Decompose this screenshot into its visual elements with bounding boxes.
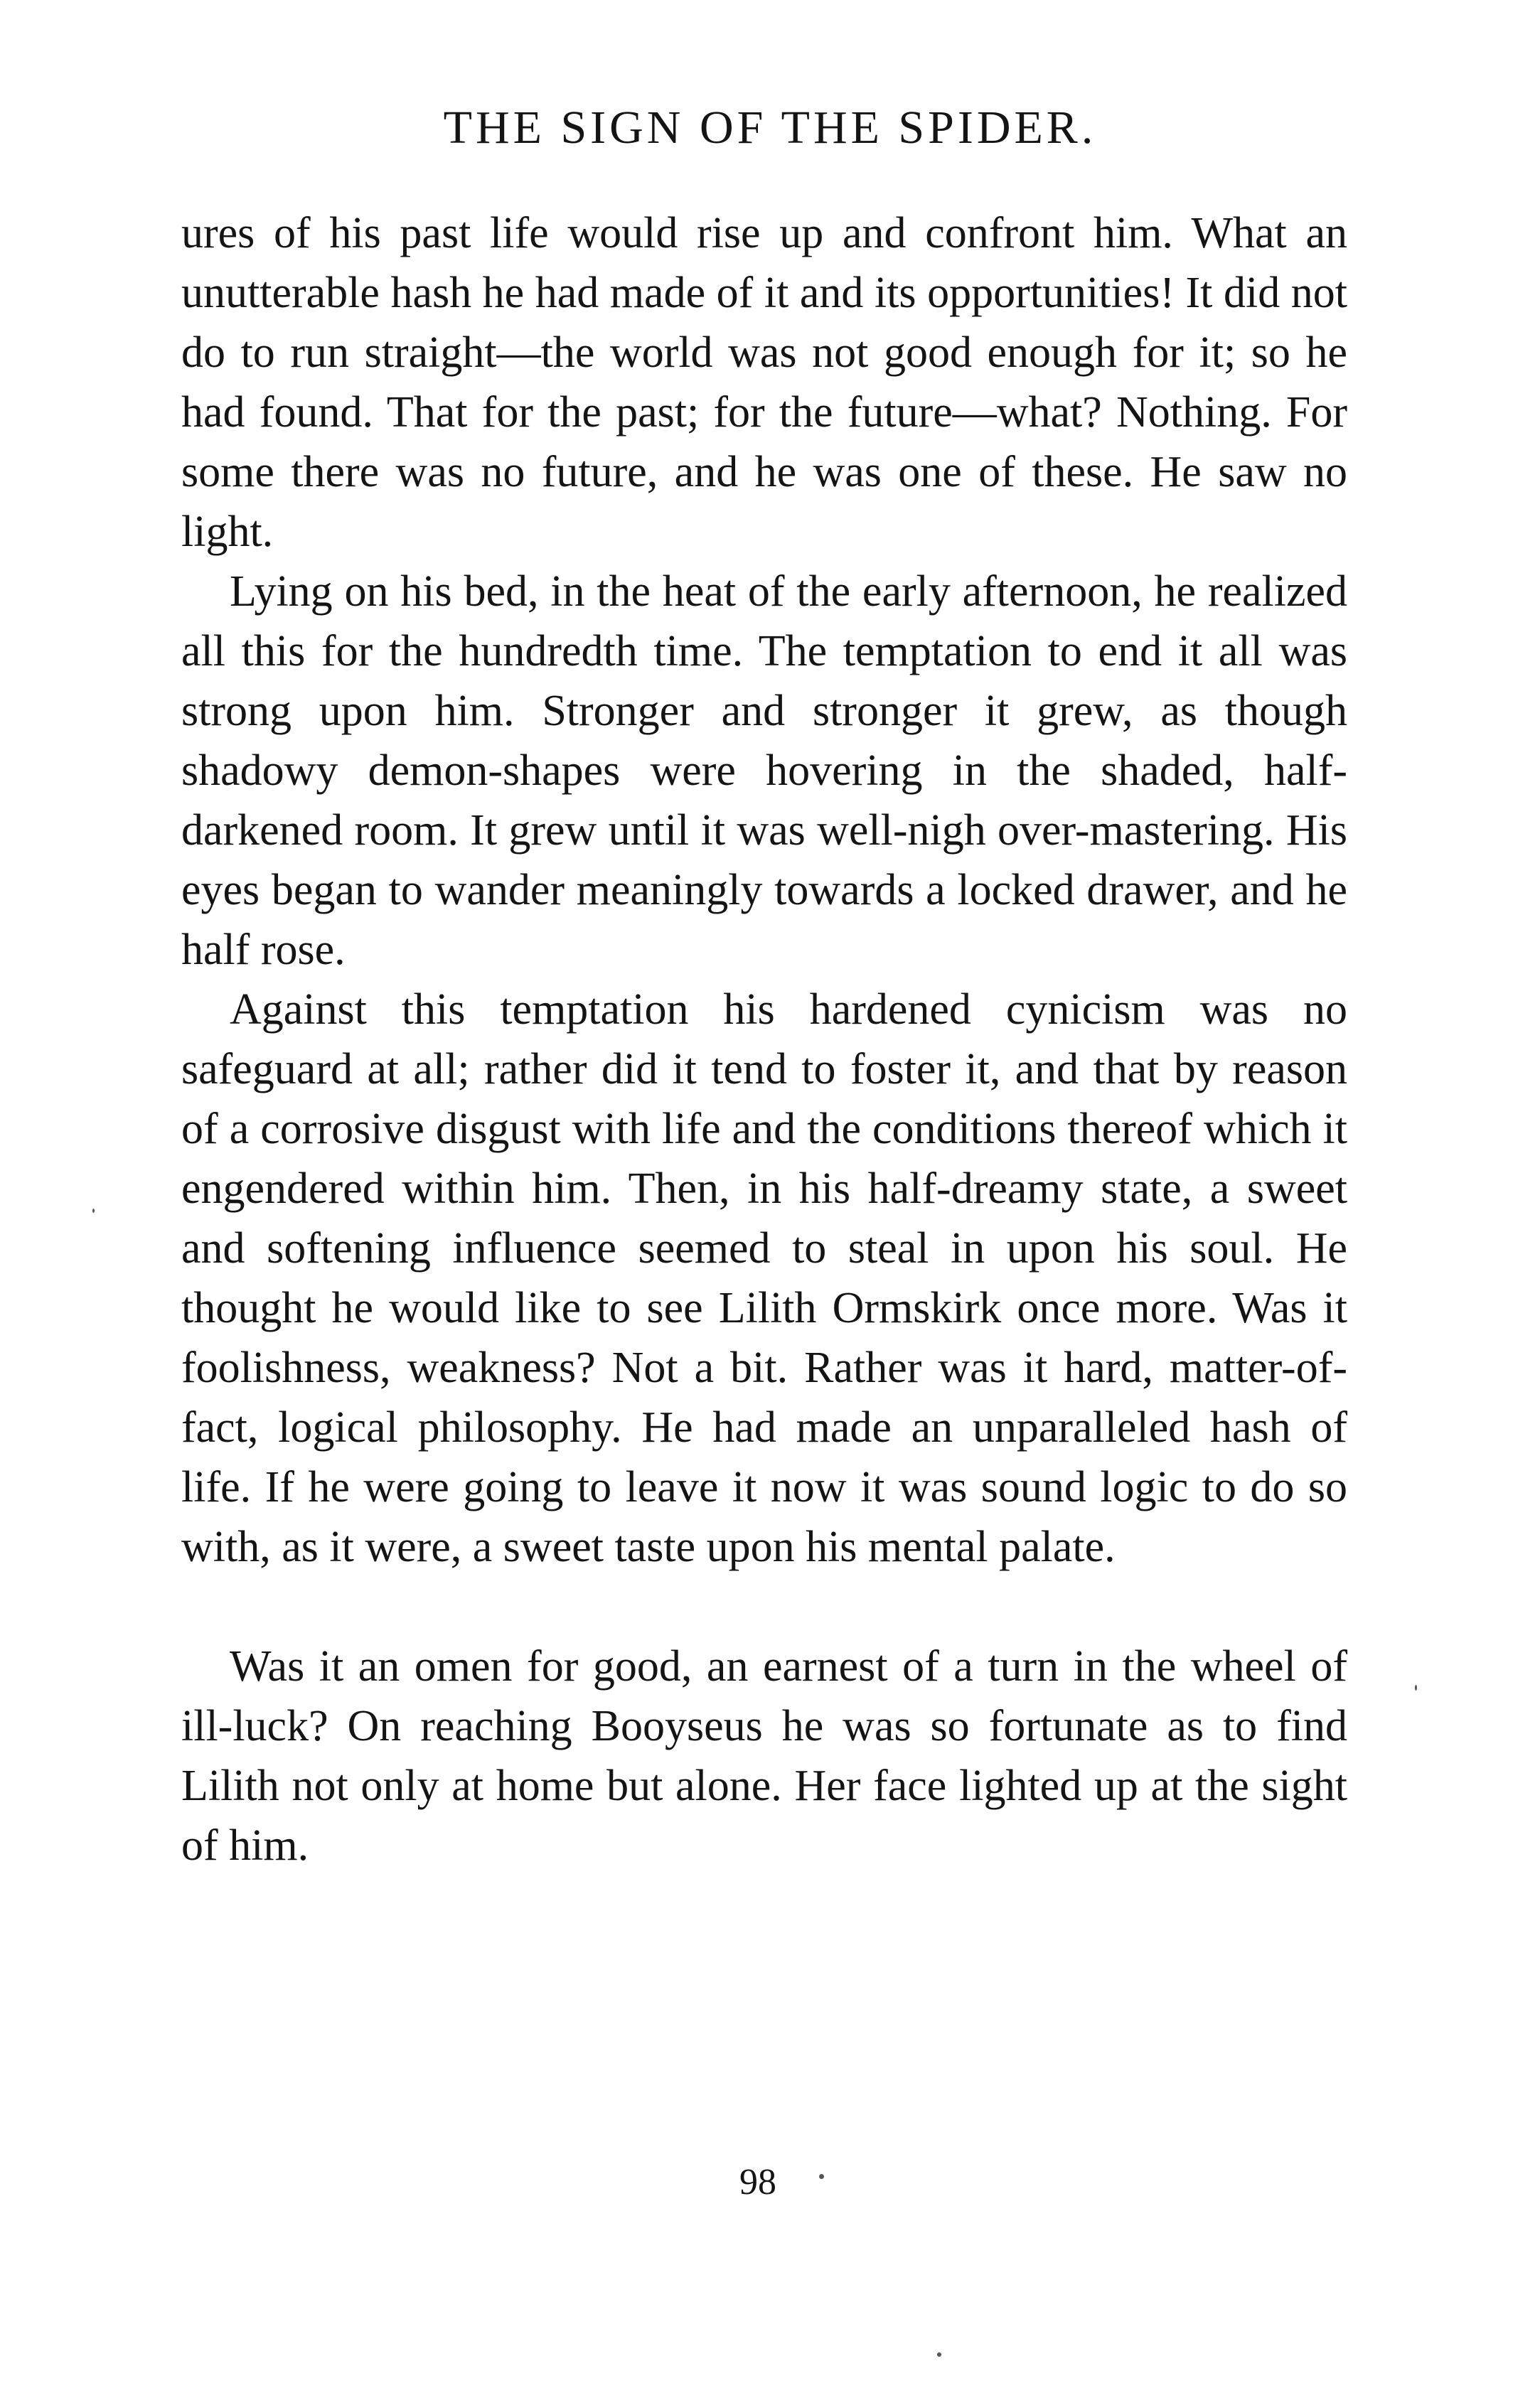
paragraph: Against this temptation his hardened cynicism was no safeguard at all; rather did it tend to foster it, and that by reason of a corrosive disgust with life and the conditions thereof which it engendered within him. Then, in his half-dreamy state, a sweet and softening influence seemed to steal in upon his soul. He thought he would like to see Lilith Ormskirk once more. Was it foolishness, weakness? Not a bit. Rather was it hard, matter-of-fact, logical philosophy. He had made an unparalleled hash of life. If he were going to leave it now it was sound logic to do so with, as it were, a sweet taste upon his mental palate.	[181, 985, 1347, 1571]
paragraph-continuation: ures of his past life would rise up and confront him. What an unutterable hash he had made of it and its opportunities! It did not do to run straight—the world was not good enough for it; so he had found. That for the past; for the future—what? Nothing. For some there was no future, and he was one of these. He saw no light.	[181, 209, 1347, 556]
page-number: 98	[739, 2162, 776, 2202]
paragraph: Lying on his bed, in the heat of the early afternoon, he realized all this for the hundredth time. The temptation to end it all was strong upon him. Stronger and stronger it grew, as though shadowy demon-shapes were hovering in the shaded, half-darkened room. It grew until it was well-nigh over-mastering. His eyes began to wander meaningly towards a locked drawer, and he half rose.	[181, 567, 1347, 974]
running-head: THE SIGN OF THE SPIDER.	[443, 102, 1097, 154]
body-text	[181, 203, 1347, 1875]
paragraph-section-start: Was it an omen for good, an earnest of a turn in the wheel of ill-luck? On reaching Booyseus he was so fortunate as to find Lilith not only at home but alone. Her face lighted up at the sight of him.	[181, 1642, 1347, 1870]
print-speck	[1415, 1685, 1417, 1691]
print-speck	[92, 1209, 95, 1213]
print-speck	[819, 2174, 824, 2179]
print-speck	[937, 2352, 941, 2357]
